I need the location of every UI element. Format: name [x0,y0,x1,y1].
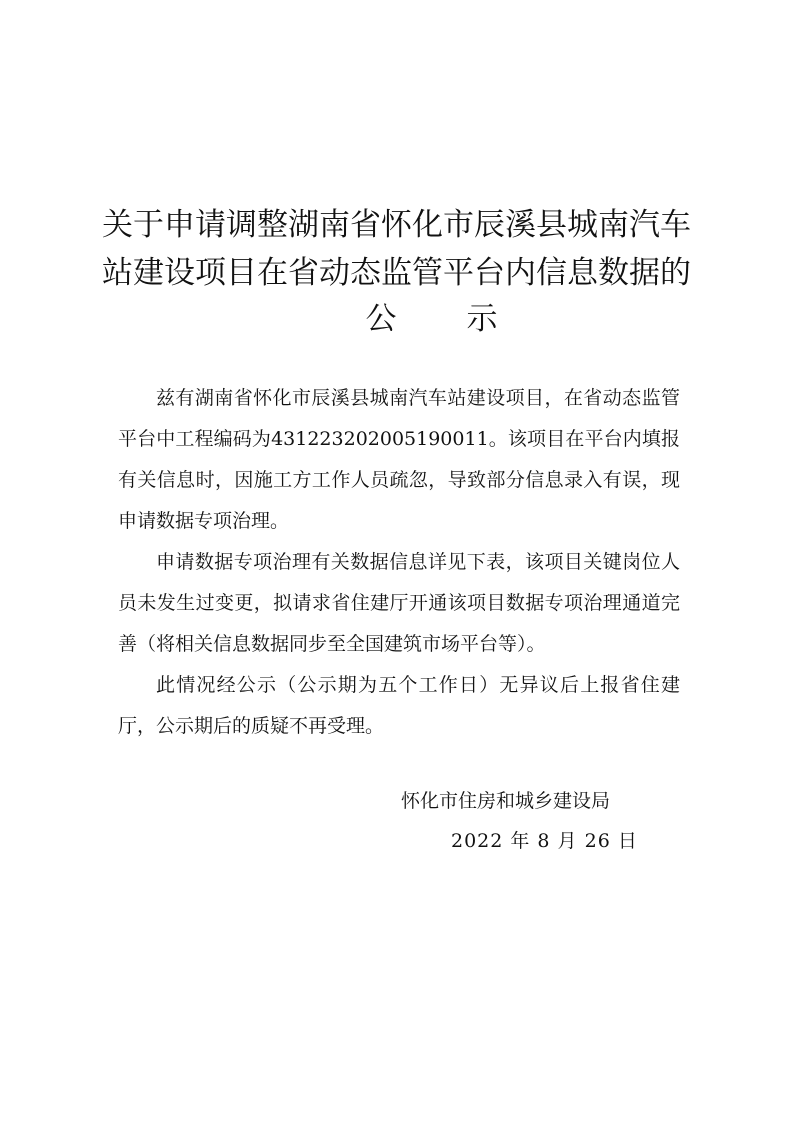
title-line-1: 关于申请调整湖南省怀化市辰溪县城南汽车 [102,207,691,243]
paragraph-2: 申请数据专项治理有关数据信息详见下表，该项目关键岗位人员未发生过变更，拟请求省住建厅开通该项目数据专项治理通道完善（将相关信息数据同步至全国建筑市场平台等）。 [118,551,680,655]
paragraph-3: 此情况经公示（公示期为五个工作日）无异议后上报省住建厅，公示期后的质疑不再受理。 [118,674,680,737]
paragraph-1: 兹有湖南省怀化市辰溪县城南汽车站建设项目，在省动态监管平台中工程编码为431223202005190011。该项目在平台内填报有关信息时，因施工方工作人员疏忽，导致部分信息录入有误，现申请数据专项治理。 [118,387,680,532]
title-line-2: 站建设项目在省动态监管平台内信息数据的 [102,255,691,291]
issue-date: 2022 年 8 月 26 日 [451,830,638,852]
document-body [118,378,680,747]
title-line-3: 公示 [365,301,568,337]
issuing-organization: 怀化市住房和城乡建设局 [401,790,611,812]
